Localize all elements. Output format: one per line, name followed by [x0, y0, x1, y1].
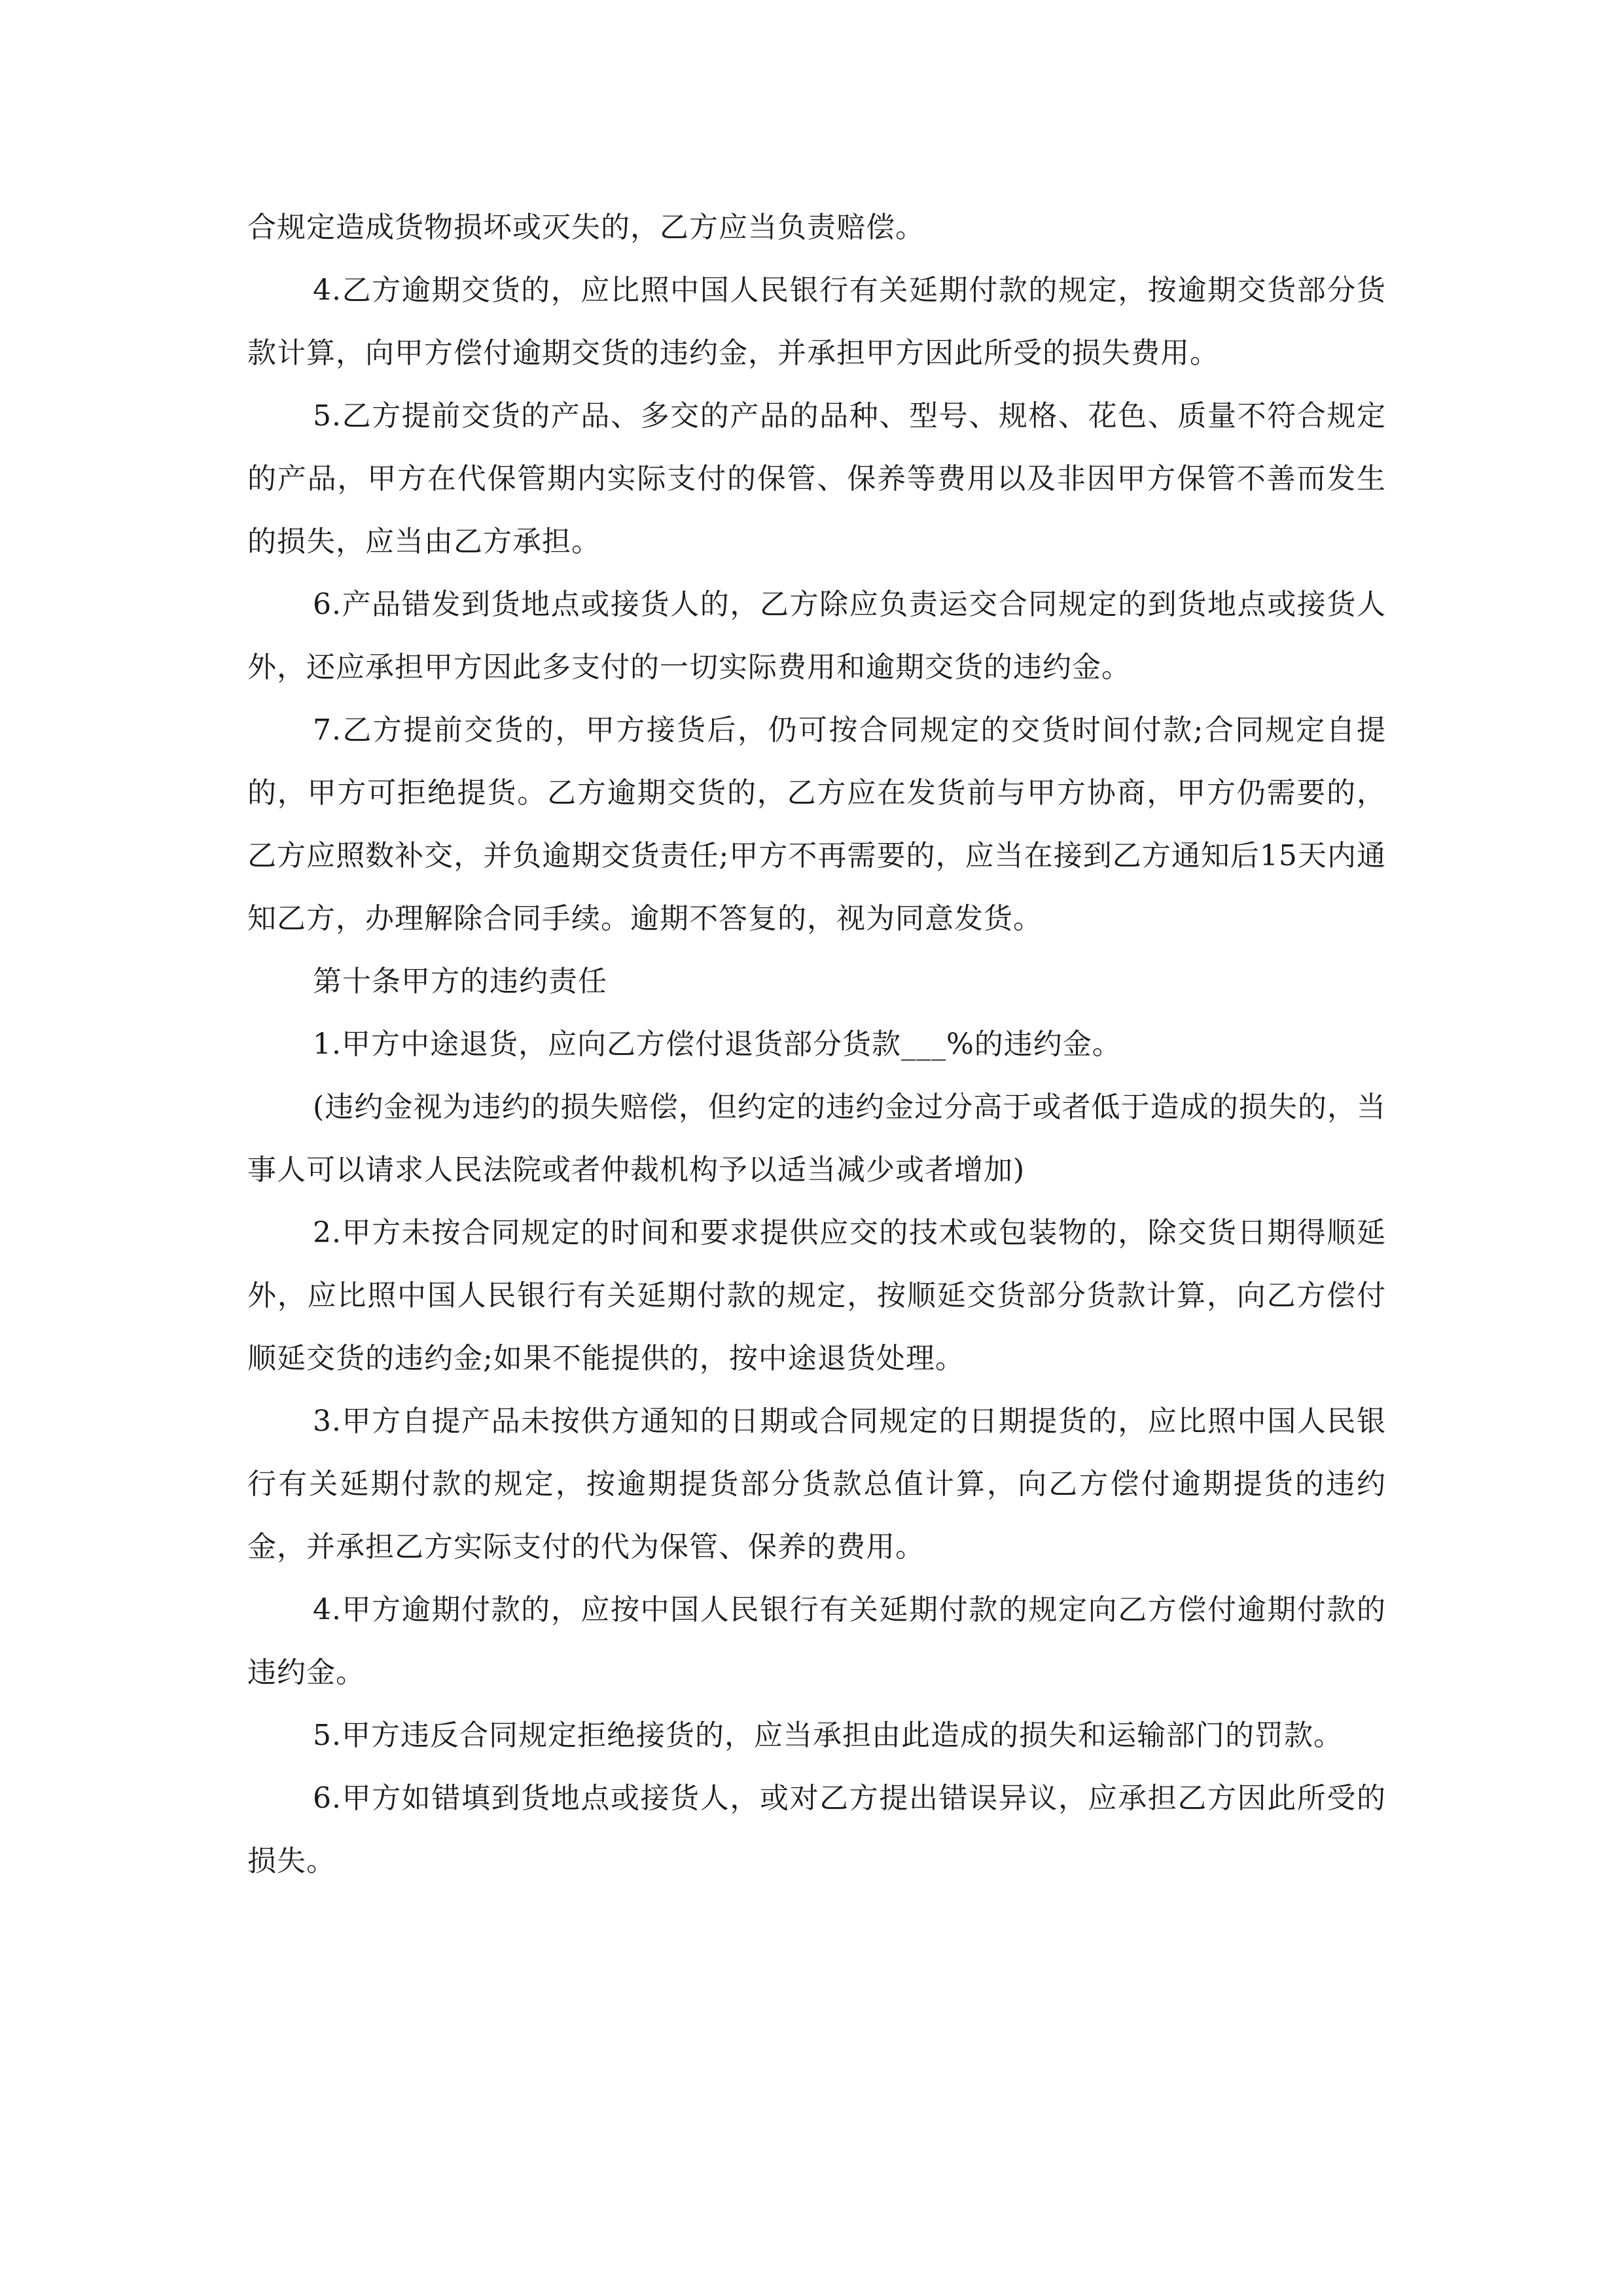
paragraph-buyer-clause-4: 4.甲方逾期付款的，应按中国人民银行有关延期付款的规定向乙方偿付逾期付款的违约金。 — [247, 1593, 1386, 1689]
paragraph-clause-6: 6.产品错发到货地点或接货人的，乙方除应负责运交合同规定的到货地点或接货人外，还应承担甲方因此多支付的一切实际费用和逾期交货的违约金。 — [247, 588, 1386, 684]
paragraph-clause-5: 5.乙方提前交货的产品、多交的产品的品种、型号、规格、花色、质量不符合规定的产品，甲方在代保管期内实际支付的保管、保养等费用以及非因甲方保管不善而发生的损失，应当由乙方承担。 — [247, 399, 1386, 558]
paragraph-penalty-note: (违约金视为违约的损失赔偿，但约定的违约金过分高于或者低于造成的损失的，当事人可以请求人民法院或者仲裁机构予以适当减少或者增加) — [247, 1090, 1386, 1187]
paragraph-buyer-clause-2: 2.甲方未按合同规定的时间和要求提供应交的技术或包装物的，除交货日期得顺延外，应比照中国人民银行有关延期付款的规定，按顺延交货部分货款计算，向乙方偿付顺延交货的违约金;如果不能提供的，按中途退货处理。 — [247, 1216, 1386, 1375]
paragraph-buyer-clause-6: 6.甲方如错填到货地点或接货人，或对乙方提出错误异议，应承担乙方因此所受的损失。 — [247, 1782, 1386, 1878]
section-heading-article-10: 第十条甲方的违约责任 — [313, 965, 607, 998]
paragraph-clause-4: 4.乙方逾期交货的，应比照中国人民银行有关延期付款的规定，按逾期交货部分货款计算，向甲方偿付逾期交货的违约金，并承担甲方因此所受的损失费用。 — [247, 274, 1386, 370]
paragraph-buyer-clause-3: 3.甲方自提产品未按供方通知的日期或合同规定的日期提货的，应比照中国人民银行有关延期付款的规定，按逾期提货部分货款总值计算，向乙方偿付逾期提货的违约金，并承担乙方实际支付的代为保管、保养的费用。 — [247, 1405, 1386, 1564]
paragraph-continuation: 合规定造成货物损坏或灭失的，乙方应当负责赔偿。 — [247, 211, 925, 244]
paragraph-buyer-clause-5: 5.甲方违反合同规定拒绝接货的，应当承担由此造成的损失和运输部门的罚款。 — [313, 1719, 1343, 1752]
paragraph-clause-7: 7.乙方提前交货的，甲方接货后，仍可按合同规定的交货时间付款;合同规定自提的，甲方可拒绝提货。乙方逾期交货的，乙方应在发货前与甲方协商，甲方仍需要的，乙方应照数补交，并负逾期交货责任;甲方不再需要的，应当在接到乙方通知后15天内通知乙方，办理解除合同手续。逾期不答复的，视为同意发货。 — [247, 713, 1386, 935]
document-body — [247, 196, 1386, 1893]
paragraph-buyer-clause-1: 1.甲方中途退货，应向乙方偿付退货部分货款___%的违约金。 — [313, 1028, 1122, 1061]
